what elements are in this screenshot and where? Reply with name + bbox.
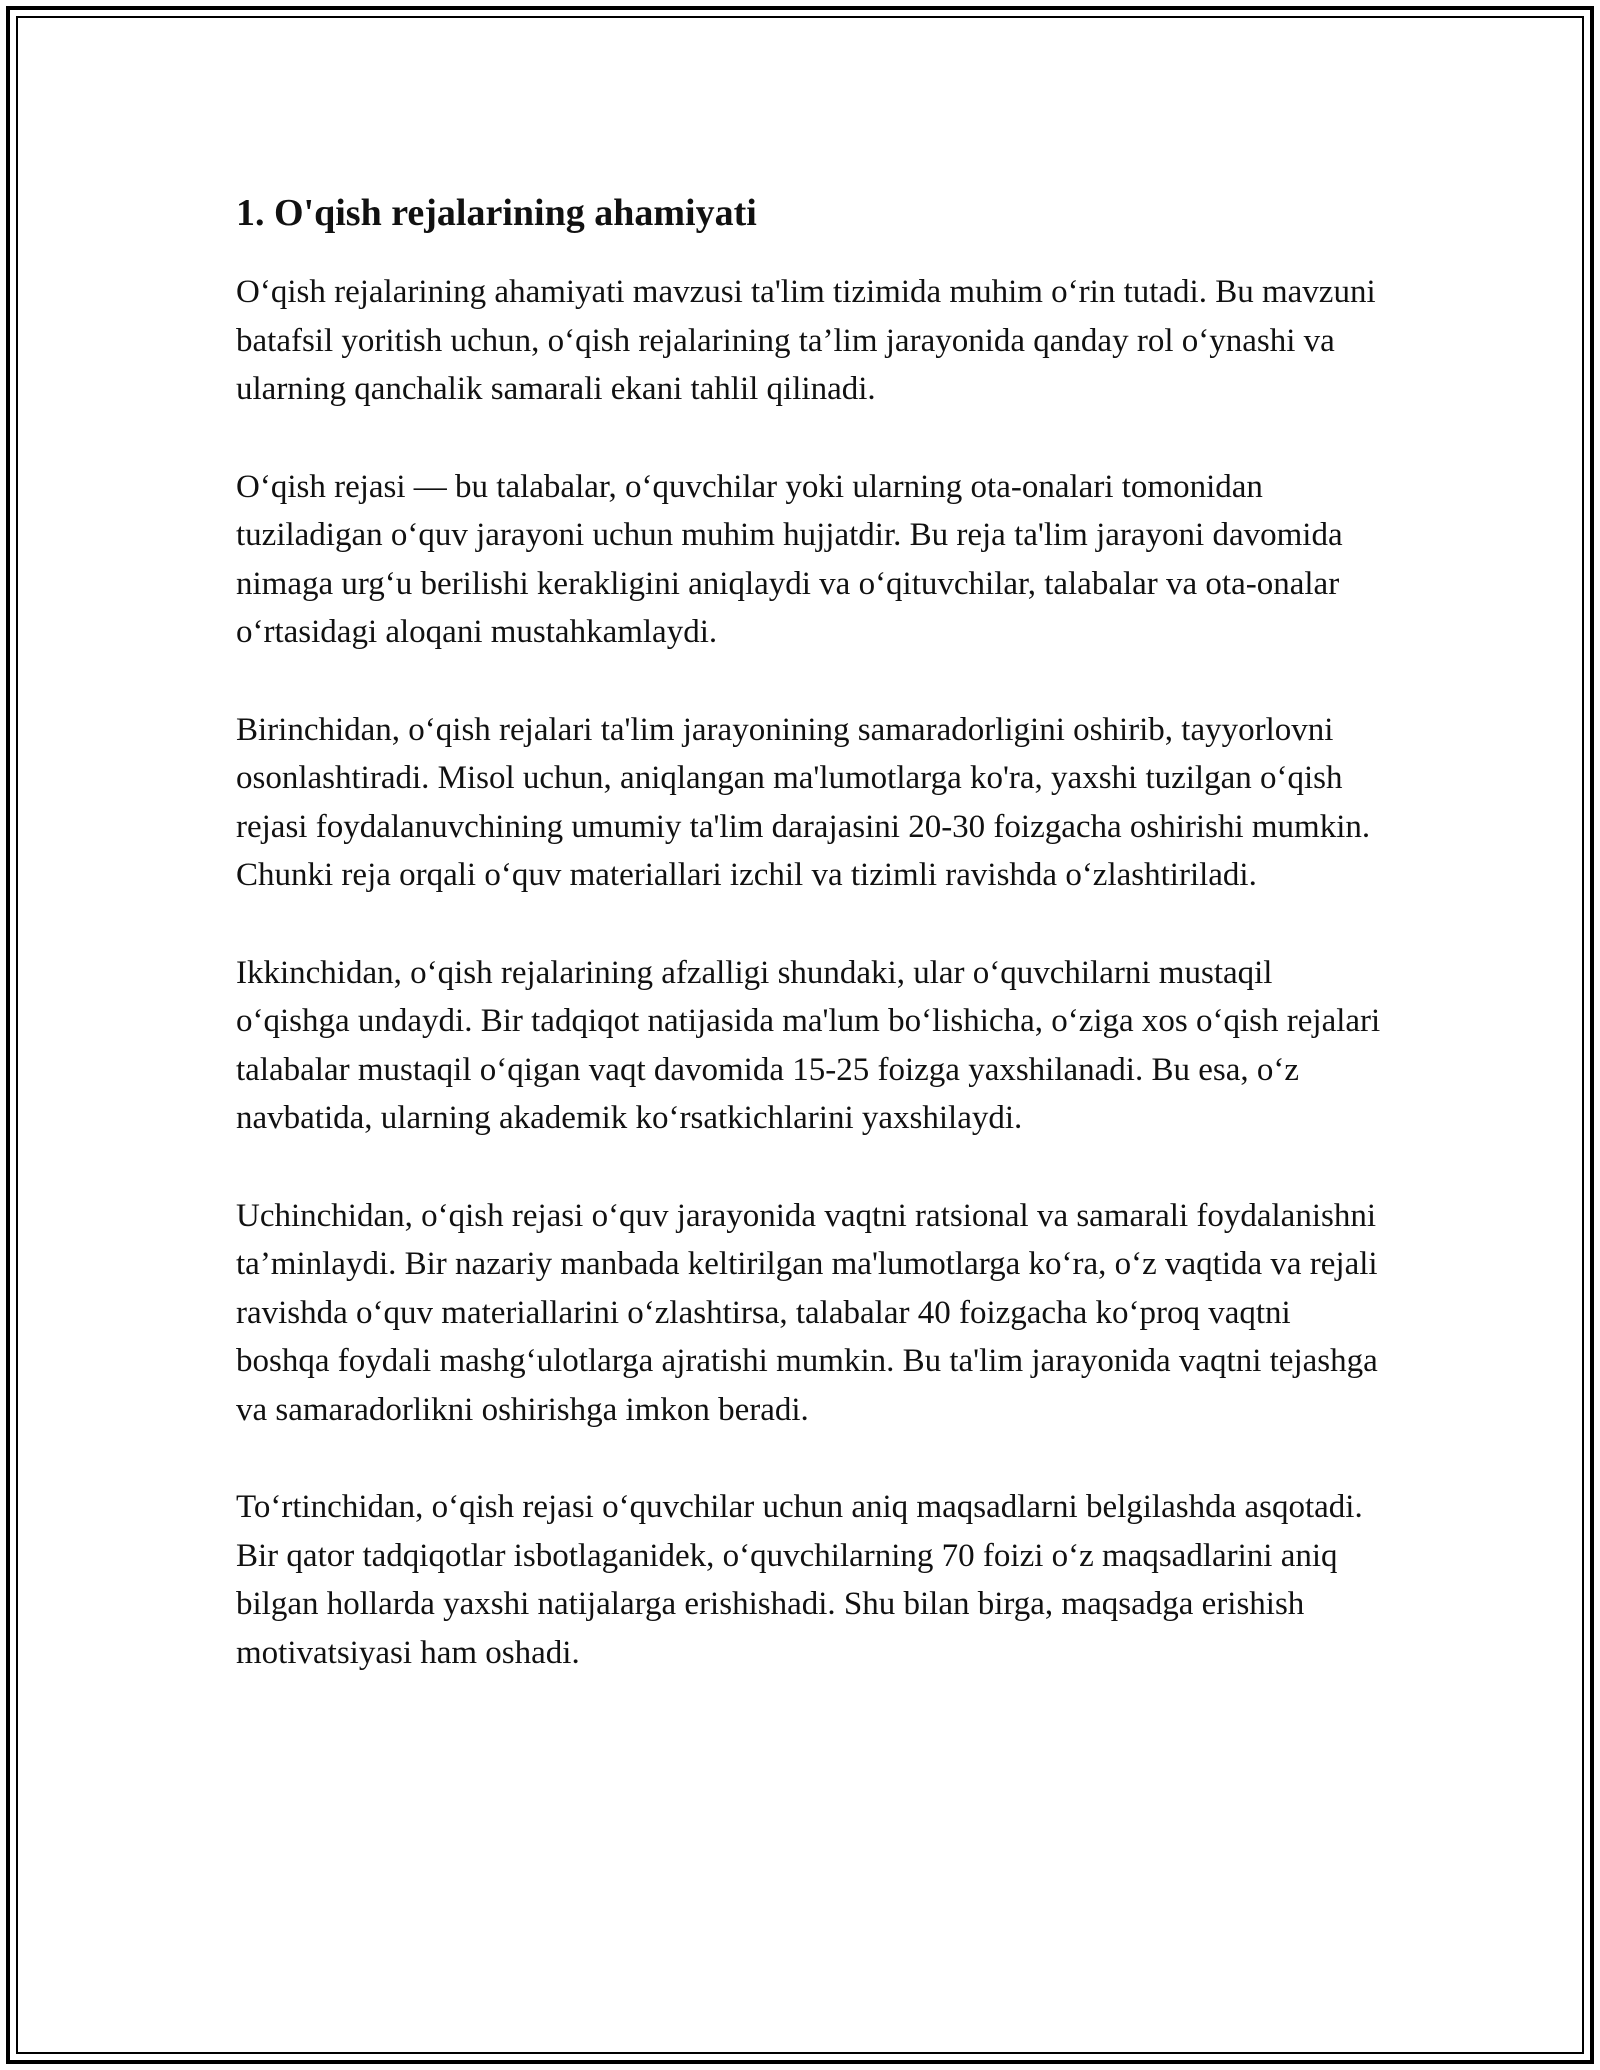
paragraph-definition: O‘qish rejasi — bu talabalar, o‘quvchilar yoki ularning ota-onalari tomonidan tuziladigan o‘quv jarayoni uchun muhim hujjatdir. Bu reja ta'lim jarayoni davomida nimaga urg‘u berilishi kerakligini aniqlaydi va o‘qituvchilar, talabalar va ota-onalar o‘rtasidagi aloqani mustahkamlaydi. xyxy=(236,468,1343,650)
paragraph-intro: O‘qish rejalarining ahamiyati mavzusi ta'lim tizimida muhim o‘rin tutadi. Bu mavzuni batafsil yoritish uchun, o‘qish rejalarining ta’lim jarayonida qanday rol o‘ynashi va ularning qanchalik samarali ekani tahlil qilinadi. xyxy=(236,274,1376,407)
paragraph-fourth: To‘rtinchidan, o‘qish rejasi o‘quvchilar uchun aniq maqsadlarni belgilashda asqotadi. Bir qator tadqiqotlar isbotlaganidek, o‘quvchilarning 70 foizi o‘z maqsadlarini aniq bilgan hollarda yaxshi natijalarga erishishadi. Shu bilan birga, maqsadga erishish motivatsiyasi ham oshadi. xyxy=(236,1489,1363,1671)
section-heading: 1. O'qish rejalarining ahamiyati xyxy=(236,192,757,234)
paragraph-second: Ikkinchidan, o‘qish rejalarining afzalligi shundaki, ular o‘quvchilarni mustaqil o‘qishga undaydi. Bir tadqiqot natijasida ma'lum bo‘lishicha, o‘ziga xos o‘qish rejalari talabalar mustaqil o‘qigan vaqt davomida 15-25 foizga yaxshilanadi. Bu esa, o‘z navbatida, ularning akademik ko‘rsatkichlarini yaxshilaydi. xyxy=(236,954,1381,1136)
document-body xyxy=(236,182,1386,1726)
paragraph-first: Birinchidan, o‘qish rejalari ta'lim jarayonining samaradorligini oshirib, tayyorlovni osonlashtiradi. Misol uchun, aniqlangan ma'lumotlarga ko'ra, yaxshi tuzilgan o‘qish rejasi foydalanuvchining umumiy ta'lim darajasini 20-30 foizgacha oshirishi mumkin. Chunki reja orqali o‘quv materiallari izchil va tizimli ravishda o‘zlashtiriladi. xyxy=(236,711,1371,893)
paragraph-third: Uchinchidan, o‘qish rejasi o‘quv jarayonida vaqtni ratsional va samarali foydalanishni ta’minlaydi. Bir nazariy manbada keltirilgan ma'lumotlarga ko‘ra, o‘z vaqtida va rejali ravishda o‘quv materiallarini o‘zlashtirsa, talabalar 40 foizgacha ko‘proq vaqtni boshqa foydali mashg‘ulotlarga ajratishi mumkin. Bu ta'lim jarayonida vaqtni tejashga va samaradorlikni oshirishga imkon beradi. xyxy=(236,1197,1378,1428)
